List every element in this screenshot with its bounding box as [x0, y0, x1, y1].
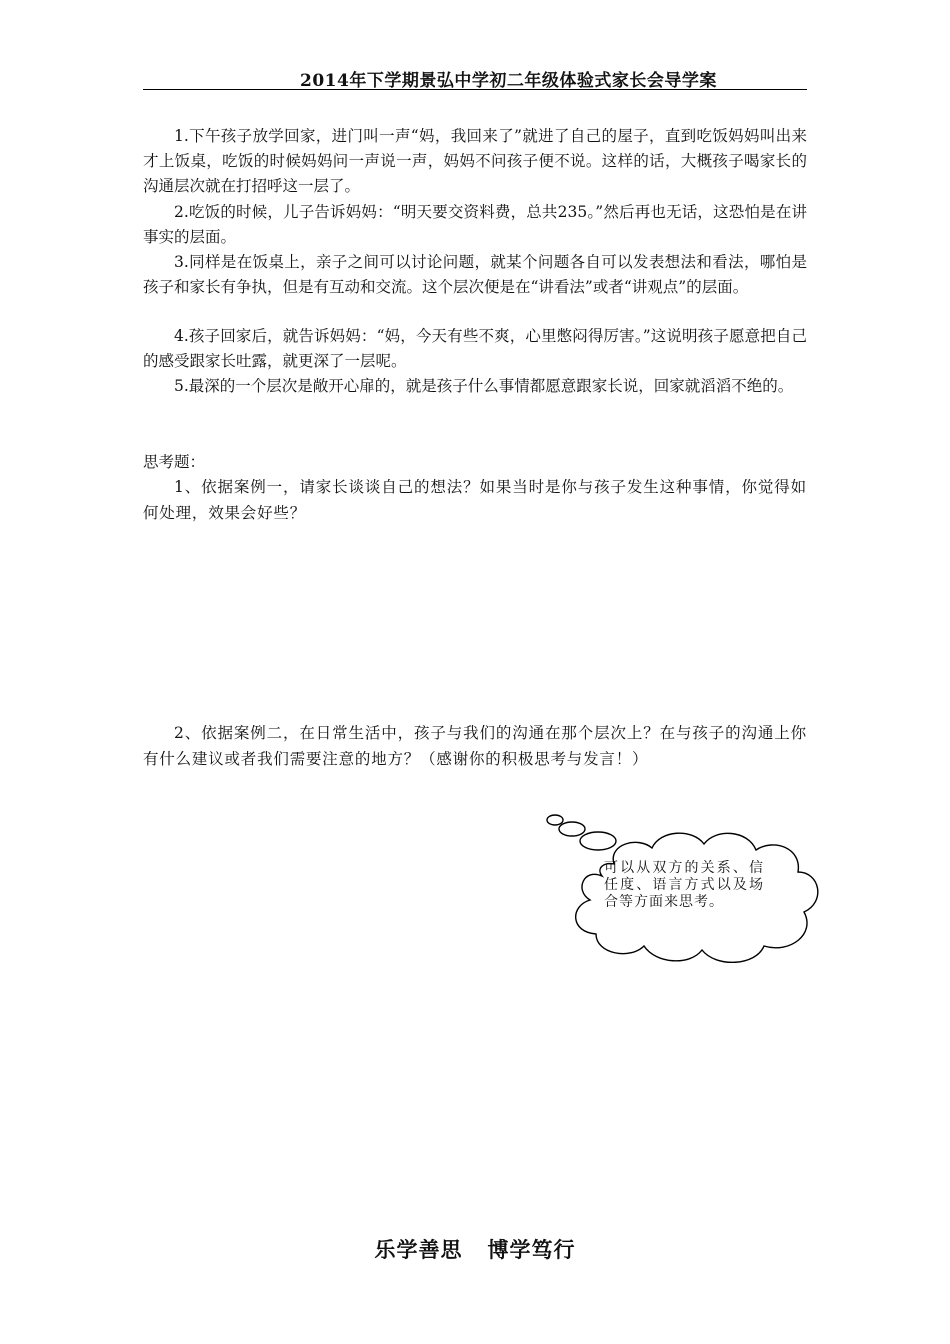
case-paragraph-5: 5.最深的一个层次是敞开心扉的，就是孩子什么事情都愿意跟家长说，回家就滔滔不绝的。	[174, 377, 794, 395]
case-paragraph-1: 1.下午孩子放学回家，进门叫一声“妈，我回来了”就进了自己的屋子，直到吃饭妈妈叫出来才上饭桌，吃饭的时候妈妈问一声说一声，妈妈不问孩子便不说。这样的话，大概孩子喝家长的沟通层次就在打招呼这一层了。	[143, 127, 807, 195]
thinking-question-1: 1、依据案例一，请家长谈谈自己的想法？如果当时是你与孩子发生这种事情，你觉得如何处理，效果会好些？	[143, 478, 807, 522]
thought-cloud-callout	[540, 808, 830, 973]
header-divider	[143, 89, 807, 90]
thinking-question-2: 2、依据案例二，在日常生活中，孩子与我们的沟通在那个层次上？在与孩子的沟通上你有什么建议或者我们需要注意的地方？（感谢你的积极思考与发言！）	[143, 724, 807, 768]
case-paragraph-2: 2.吃饭的时候，儿子告诉妈妈：“明天要交资料费，总共235。”然后再也无话，这恐怕是在讲事实的层面。	[143, 203, 807, 246]
case-paragraph-3: 3.同样是在饭桌上，亲子之间可以讨论问题，就某个问题各自可以发表想法和看法，哪怕是孩子和家长有争执，但是有互动和交流。这个层次便是在“讲看法”或者“讲观点”的层面。	[143, 253, 807, 296]
document-header-title: 2014年下学期景弘中学初二年级体验式家长会导学案	[300, 71, 717, 91]
footer-motto: 乐学善思 博学笃行	[374, 1238, 576, 1262]
thinking-section-title: 思考题：	[143, 453, 206, 471]
case-paragraph-4: 4.孩子回家后，就告诉妈妈：“妈，今天有些不爽，心里憋闷得厉害。”这说明孩子愿意把自己的感受跟家长吐露，就更深了一层呢。	[143, 327, 807, 370]
thought-cloud-hint: 可以从双方的关系、信任度、语言方式以及场合等方面来思考。	[604, 860, 764, 910]
